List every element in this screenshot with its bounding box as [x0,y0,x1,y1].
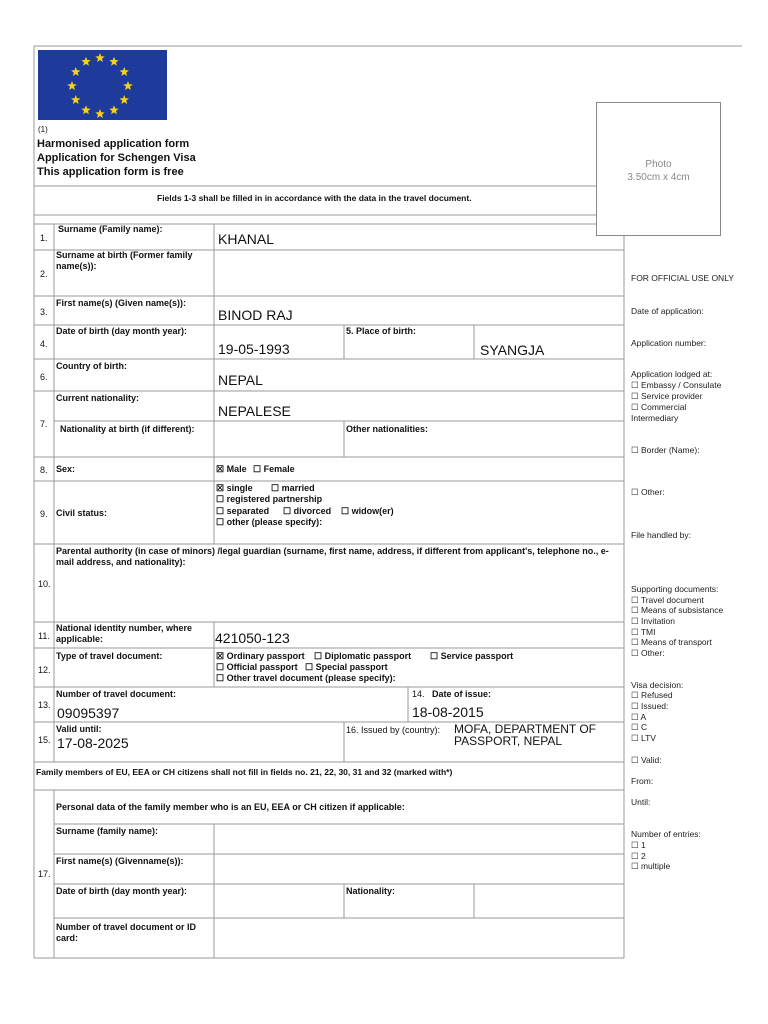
official-supporting-docs: Supporting documents: [631,584,719,594]
family-dob-label: Date of birth (day month year): [56,886,188,896]
doc-other-checkbox[interactable]: ☐ Other travel document (please specify): [216,673,396,683]
surname-label: Surname (Family name): [58,224,163,234]
valid-until-label: Valid until: [56,724,102,734]
doc-service-checkbox[interactable]: ☐ Service passport [430,651,514,661]
issued-by-value-line-1[interactable]: MOFA, DEPARTMENT OF [454,722,597,736]
field-number-1: 1. [40,233,48,243]
first-name-value[interactable]: BINOD RAJ [218,307,293,323]
valid-until-value[interactable]: 17-08-2025 [57,735,129,751]
civil-widow-checkbox[interactable]: ☐ widow(er) [341,506,394,516]
official-invitation-checkbox[interactable]: ☐ Invitation [631,616,676,626]
national-id-value[interactable]: 421050-123 [215,630,290,646]
civil-divorced-checkbox[interactable]: ☐ divorced [283,506,332,516]
field-number-9: 9. [40,509,48,519]
official-number-of-entries: Number of entries: [631,829,701,839]
official-tmi-checkbox[interactable]: ☐ TMI [631,627,656,637]
official-file-handled-by: File handled by: [631,530,692,540]
nationality-at-birth-label: Nationality at birth (if different): [60,424,195,434]
date-of-issue-label: Date of issue: [432,689,492,699]
photo-size: 3.50cm x 4cm [627,172,690,183]
form-title-line-3: This application form is free [37,166,184,178]
place-of-birth-value[interactable]: SYANGJA [480,342,545,358]
civil-married-checkbox[interactable]: ☐ married [271,483,315,493]
family-nationality-label: Nationality: [346,886,396,896]
official-use-heading: FOR OFFICIAL USE ONLY [631,273,734,283]
surname-value[interactable]: KHANAL [218,231,275,247]
field-number-2: 2. [40,269,48,279]
family-docnum-label: Number of travel document or ID card: [56,922,197,943]
doc-special-checkbox[interactable]: ☐ Special passport [305,662,388,672]
family-surname-label: Surname (family name): [56,826,159,836]
official-entries-1-checkbox[interactable]: ☐ 1 [631,840,646,850]
dob-label: Date of birth (day month year): [56,326,188,336]
family-member-title: Personal data of the family member who is an EU, EEA or CH citizen if applicable: [56,802,405,812]
travel-doc-type-label: Type of travel document: [56,651,163,661]
official-other-checkbox[interactable]: ☐ Other: [631,487,665,497]
official-travel-doc-checkbox[interactable]: ☐ Travel document [631,595,704,605]
field-number-15: 15. [38,735,51,745]
family-members-note: Family members of EU, EEA or CH citizens shall not fill in fields no. 21, 22, 30, 31 and 32 (marked with*) [36,767,453,777]
official-a-checkbox[interactable]: ☐ A [631,712,647,722]
doc-official-checkbox[interactable]: ☐ Official passport [216,662,298,672]
official-c-checkbox[interactable]: ☐ C [631,722,648,732]
travel-doc-number-value[interactable]: 09095397 [57,705,120,721]
official-embassy-checkbox[interactable]: ☐ Embassy / Consulate [631,380,722,390]
surname-at-birth-label: Surname at birth (Former family name(s)): [56,250,193,271]
sex-male-checkbox[interactable]: ☒ Male [216,464,247,474]
official-entries-2-checkbox[interactable]: ☐ 2 [631,851,646,861]
date-of-issue-value[interactable]: 18-08-2015 [412,704,484,720]
field-number-11: 11. [38,631,50,641]
doc-ordinary-checkbox[interactable]: ☒ Ordinary passport [216,651,305,661]
parental-authority-label: Parental authority (in case of minors) /legal guardian (surname, first name, address, if different from applicant's, telephone no., e-mail address, and nationality): [56,546,609,567]
official-visa-decision: Visa decision: [631,680,684,690]
official-lodged-at: Application lodged at: [631,369,713,379]
place-of-birth-label: 5. Place of birth: [346,326,417,336]
country-of-birth-label: Country of birth: [56,361,127,371]
issued-by-label [346,725,440,736]
official-other2-checkbox[interactable]: ☐ Other: [631,648,665,658]
civil-registered-checkbox[interactable]: ☐ registered partnership [216,494,323,504]
current-nationality-value[interactable]: NEPALESE [218,403,291,419]
official-valid-checkbox[interactable]: ☐ Valid: [631,755,662,765]
doc-diplomatic-checkbox[interactable]: ☐ Diplomatic passport [314,651,412,661]
official-date-of-application: Date of application: [631,306,704,316]
official-issued-checkbox[interactable]: ☐ Issued: [631,701,669,711]
fields-note: Fields 1-3 shall be filled in in accordance with the data in the travel document. [157,193,472,203]
field-number-12: 12. [38,665,51,675]
civil-status-label: Civil status: [56,508,108,518]
field-number-13: 13. [38,700,51,710]
field-number-8: 8. [40,465,48,475]
other-nationalities-label: Other nationalities: [346,424,429,434]
form-title-line-1: Harmonised application form [37,138,190,150]
current-nationality-label: Current nationality: [56,393,140,403]
photo-placeholder[interactable] [596,102,721,236]
form-title-line-2: Application for Schengen Visa [37,152,196,164]
field-number-10: 10. [38,579,51,589]
field-number-6: 6. [40,372,48,382]
field-number-7: 7. [40,419,48,429]
sex-label: Sex: [56,464,76,474]
civil-other-checkbox[interactable]: ☐ other (please specify): [216,517,323,527]
issued-by-value-line-2[interactable]: PASSPORT, NEPAL [454,734,563,748]
official-border-checkbox[interactable]: ☐ Border (Name): [631,445,700,455]
issued-by-label-text: 16. Issued by (country): [346,725,441,735]
official-subsistance-checkbox[interactable]: ☐ Means of subsistance [631,605,724,615]
official-transport-checkbox[interactable]: ☐ Means of transport [631,637,712,647]
country-of-birth-value[interactable]: NEPAL [218,372,263,388]
travel-doc-number-label: Number of travel document: [56,689,177,699]
official-until: Until: [631,797,651,807]
official-provider-checkbox[interactable]: ☐ Service provider [631,391,703,401]
sex-female-checkbox[interactable]: ☐ Female [253,464,295,474]
first-name-label: First name(s) (Given name(s)): [56,298,187,308]
family-firstname-label: First name(s) (Givenname(s)): [56,856,184,866]
official-refused-checkbox[interactable]: ☐ Refused [631,690,673,700]
field-number-3: 3. [40,307,48,317]
field-number-14: 14. [412,689,425,699]
footnote-ref: (1) [38,125,48,134]
official-intermediary: Intermediary [631,413,679,423]
official-entries-multiple-checkbox[interactable]: ☐ multiple [631,861,671,871]
official-commercial-checkbox[interactable]: ☐ Commercial [631,402,687,412]
official-application-number: Application number: [631,338,707,348]
photo-label: Photo [645,159,672,170]
official-from: From: [631,776,654,786]
civil-separated-checkbox[interactable]: ☐ separated [216,506,270,516]
official-ltv-checkbox[interactable]: ☐ LTV [631,733,656,743]
civil-single-checkbox[interactable]: ☒ single [216,483,253,493]
national-id-label: National identity number, where applicable: [56,623,193,644]
field-number-17: 17. [38,869,51,879]
dob-value[interactable]: 19-05-1993 [218,341,290,357]
field-number-4: 4. [40,339,48,349]
